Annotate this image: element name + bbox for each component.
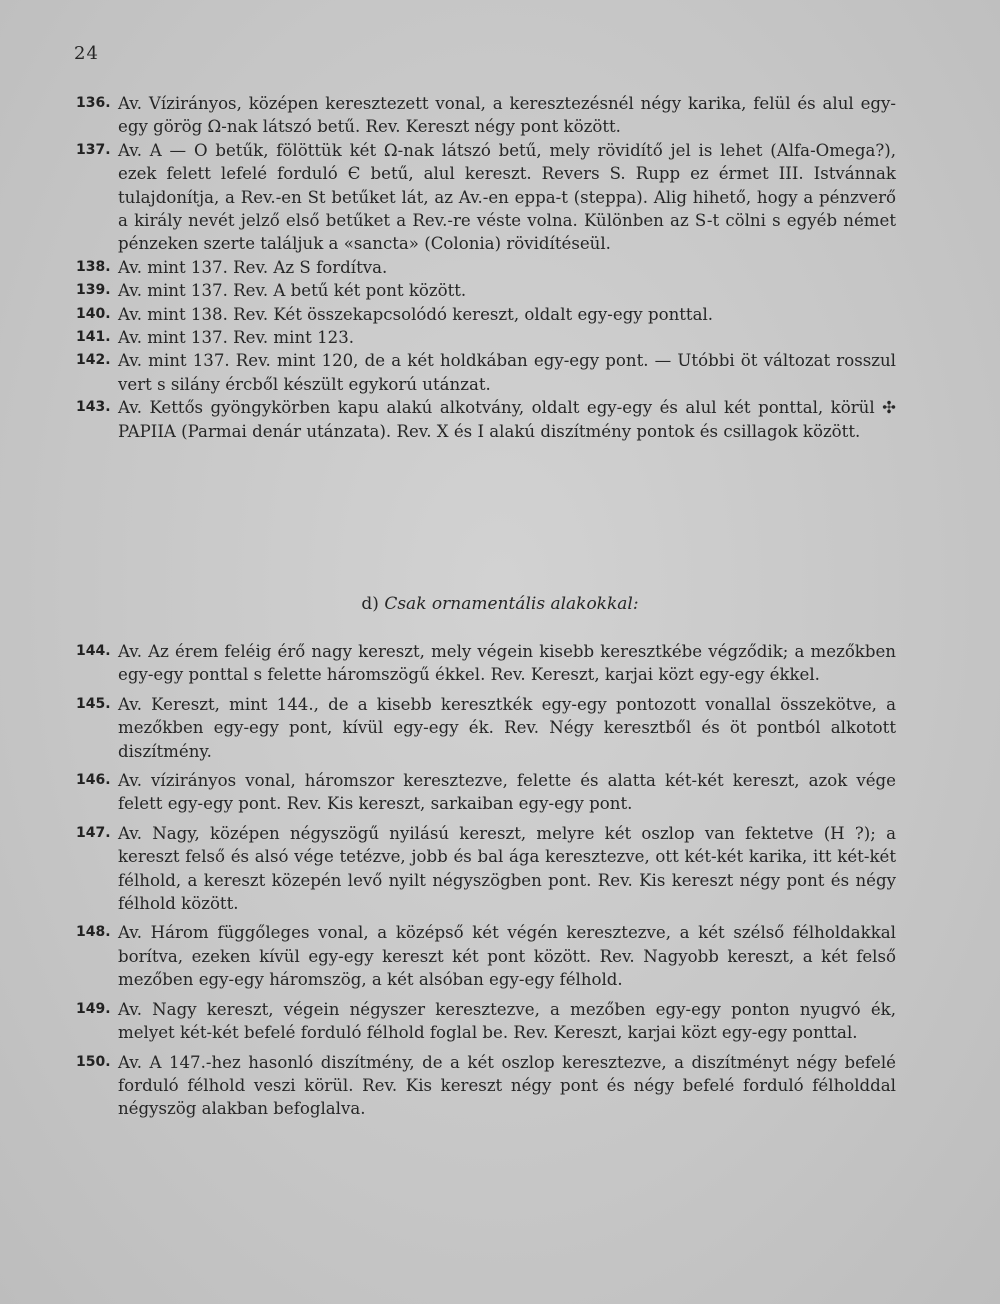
catalog-entry (76, 279, 896, 302)
entry-number: 139. (76, 282, 111, 299)
entry-text: Av. A — O betűk, fölöttük két Ω-nak látszó betű, mely rövidítő jel is lehet (Alfa-Omega?), ezek felett lefelé forduló Є betű, alul kereszt. Revers S. Rupp ez érmet III. Istvánnak tulajdonítja, a Rev.-en St betűket lát, az Av.-en eppa-t (steppa). Alig hihető, hogy a pénzverő a király nevét jelző első betűket a Rev.-re véste volna. Különben az S-t cölni s egyéb német pénzeken szerte találjuk a «sancta» (Colonia) rövidítéseül. (118, 140, 896, 254)
catalog-entries-bottom (76, 640, 896, 1121)
entry-text: Av. mint 137. Rev. mint 120, de a két holdkában egy-egy pont. — Utóbbi öt változat rosszul vert s silány ércből készült egykorú utánzat. (118, 351, 896, 394)
entry-number: 149. (76, 1000, 111, 1017)
entry-text: Av. mint 137. Rev. mint 123. (118, 328, 355, 348)
catalog-entry (76, 396, 896, 443)
catalog-entry (76, 326, 896, 349)
entry-number: 136. (76, 95, 111, 111)
entry-number: 143. (76, 399, 111, 416)
entry-number: 144. (76, 643, 111, 659)
catalog-entry (76, 349, 896, 396)
entry-text: Av. A 147.-hez hasonló diszítmény, de a két oszlop keresztezve, a diszítményt négy befelé forduló félhold veszi körül. Rev. Kis kereszt négy pont és négy befelé forduló félholddal négyszög alakban befoglalva. (118, 1052, 896, 1119)
catalog-entry (76, 256, 896, 279)
entry-text: Av. Az érem feléig érő nagy kereszt, mely végein kisebb keresztkébe végződik; a mezőkben egy-egy ponttal s felette háromszögű ékkel. Rev. Kereszt, karjai közt egy-egy ékkel. (118, 642, 896, 685)
catalog-entry (76, 139, 896, 256)
entry-number: 145. (76, 695, 111, 712)
catalog-entry (76, 92, 896, 139)
entry-text: Av. Kereszt, mint 144., de a kisebb keresztkék egy-egy pontozott vonallal összekötve, a mezőkben egy-egy pont, kívül egy-egy ék. Rev. Négy keresztből és öt pontból alkotott diszítmény. (118, 694, 896, 761)
entry-text: Av. Vízirányos, középen keresztezett vonal, a keresztezésnél négy karika, felül és alul egy-egy görög Ω-nak látszó betű. Rev. Kereszt négy pont között. (118, 94, 896, 137)
catalog-entry (76, 693, 896, 763)
catalog-entry (76, 769, 896, 816)
entry-text: Av. Kettős gyöngykörben kapu alakú alkotvány, oldalt egy-egy és alul két ponttal, körül ✣ PAPIIA (Parmai denár utánzata). Rev. X és I alakú diszítmény pontok és csillagok között. (118, 398, 896, 441)
catalog-entry (76, 822, 896, 916)
section-heading (0, 594, 1000, 614)
entry-number: 140. (76, 305, 111, 322)
entry-text: Av. Három függőleges vonal, a középső két végén keresztezve, a két szélső félholdakkal borítva, ezeken kívül egy-egy kereszt két pont között. Rev. Nagyobb kereszt, a két felső mezőben egy-egy háromszög, a két alsóban egy-egy félhold. (118, 923, 896, 990)
entry-text: Av. Nagy kereszt, végein négyszer keresztezve, a mezőben egy-egy ponton nyugvó ék, melyet két-két befelé forduló félhold foglal be. Rev. Kereszt, karjai közt egy-egy ponttal. (118, 999, 896, 1043)
catalog-entry (76, 998, 896, 1045)
entry-text: Av. vízirányos vonal, háromszor keresztezve, felette és alatta két-két kereszt, azok vége felett egy-egy pont. Rev. Kis kereszt, sarkaiban egy-egy pont. (118, 771, 896, 814)
page-number: 24 (74, 43, 99, 64)
entry-text: Av. mint 138. Rev. Két összekapcsolódó kereszt, oldalt egy-egy ponttal. (118, 304, 714, 324)
entry-number: 141. (76, 329, 111, 346)
entry-number: 148. (76, 924, 111, 941)
catalog-entries-top (76, 92, 896, 443)
catalog-entry (76, 921, 896, 991)
entry-text: Av. mint 137. Rev. A betű két pont között. (118, 281, 467, 301)
catalog-entry (76, 303, 896, 326)
section-letter: d) (361, 594, 379, 614)
entry-number: 146. (76, 772, 111, 789)
entry-number: 142. (76, 352, 111, 369)
entry-number: 138. (76, 258, 111, 275)
catalog-entry (76, 1051, 896, 1121)
section-title: Csak ornamentális alakokkal: (384, 594, 639, 614)
entry-text: Av. Nagy, középen négyszögű nyilású kereszt, melyre két oszlop van fektetve (H ?); a kereszt felső és alsó vége tetézve, jobb és bal ága keresztezve, ott két-két karika, itt két-két félhold, a kereszt közepén levő nyilt négyszögben pont. Rev. Kis kereszt négy pont és négy félhold között. (118, 823, 896, 914)
entry-number: 147. (76, 824, 111, 841)
entry-text: Av. mint 137. Rev. Az S fordítva. (118, 257, 388, 277)
catalog-entry (76, 640, 896, 687)
entry-number: 150. (76, 1053, 111, 1070)
entry-number: 137. (76, 141, 111, 158)
